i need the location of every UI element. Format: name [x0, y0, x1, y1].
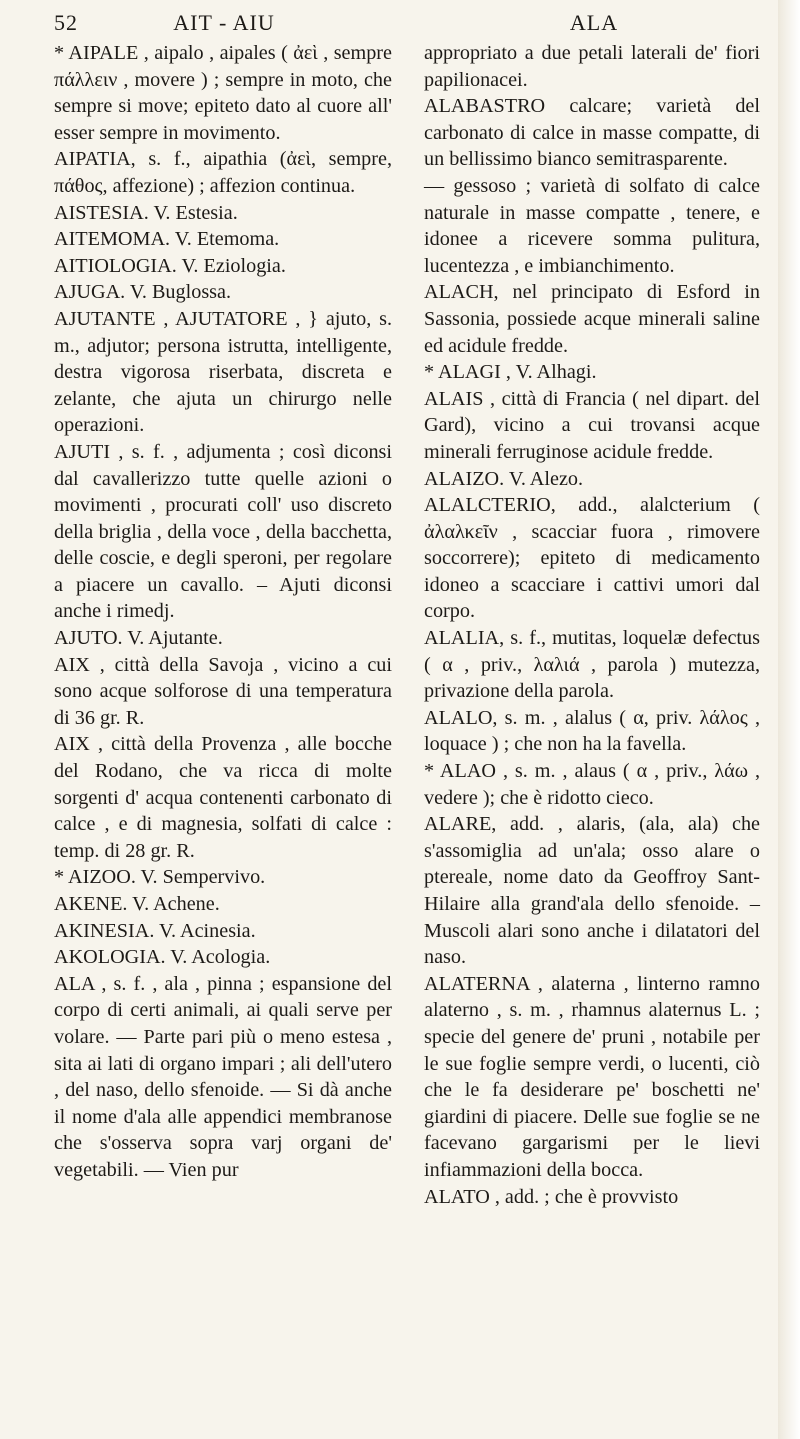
dictionary-entry: AJUTO. V. Ajutante. — [54, 627, 223, 650]
page-header — [54, 6, 778, 42]
right-column — [424, 40, 760, 1210]
dictionary-entry: AKINESIA. V. Acinesia. — [54, 919, 256, 942]
dictionary-entry: AISTESIA. V. Estesia. — [54, 201, 238, 224]
dictionary-entry: ALAIZO. V. Alezo. — [424, 467, 584, 490]
page-edge-shadow — [778, 0, 800, 1439]
dictionary-entry: AIX , città della Savoja , vicino a cui sono acque solforose di una temperatura di 36 gr. R. — [54, 653, 392, 729]
dictionary-entry: ALATO , add. ; che è provvisto — [424, 1185, 679, 1208]
page-number: 52 — [54, 10, 78, 35]
left-running-head: AIT - AIU — [173, 10, 275, 35]
dictionary-entry: ALALO, s. m. , alalus ( α, priv. λάλος , loquace ) ; che non ha la favella. — [424, 706, 760, 756]
dictionary-entry: ALAIS , città di Francia ( nel dipart. del Gard), vicino a cui trovansi acque minerali ferruginose acidule fredde. — [424, 387, 760, 463]
dictionary-entry: AKOLOGIA. V. Acologia. — [54, 946, 271, 969]
dictionary-entry: — gessoso ; varietà di solfato di calce naturale in masse compatte , tenere, e idonee a ricevere somma pulitura, lucentezza , e imbianchimento. — [424, 174, 760, 277]
dictionary-entry: appropriato a due petali laterali de' fiori papilionacei. — [424, 42, 760, 91]
dictionary-entry: * AIPALE , aipalo , aipales ( ἀεὶ , sempre πάλλειν , movere ) ; sempre in moto, che sempre si move; epiteto dato al cuore all' esser sempre in movimento. — [54, 42, 392, 144]
dictionary-entry: AJUGA. V. Buglossa. — [54, 281, 232, 304]
right-running-head: ALA — [569, 10, 619, 35]
left-column — [54, 40, 392, 1184]
dictionary-entry: AJUTANTE , AJUTATORE , } ajuto, s. m., adjutor; persona istrutta, intelligente, destra vigorosa riserbata, discreta e zelante, che ajuta un chirurgo nelle operazioni. — [54, 307, 392, 437]
dictionary-entry: AITEMOMA. V. Etemoma. — [54, 228, 280, 251]
dictionary-entry: AKENE. V. Achene. — [54, 893, 220, 915]
dictionary-entry: AJUTI , s. f. , adjumenta ; così diconsi dal cavallerizzo tutte quelle azioni o movimenti , procurati coll' uso discreto della briglia , della voce , della bacchetta, delle coscie, e degli speroni, per regolare a piacere un cavallo. – Ajuti diconsi anche i rimedj. — [54, 440, 392, 623]
dictionary-entry: * ALAGI , V. Alhagi. — [424, 361, 597, 384]
dictionary-entry: ALABASTRO calcare; varietà del carbonato di calce in masse compatte, di un bellissimo bianco semitrasparente. — [424, 95, 760, 171]
dictionary-entry: ALARE, add. , alaris, (ala, ala) che s'assomiglia ad un'ala; osso alare o pterealе, nome dato da Geoffroy Sant-Hilaire alla grand'ala dello sfenoide. – Muscoli alari sono anche i dilatatori del naso. — [424, 813, 760, 969]
dictionary-entry: AITIOLOGIA. V. Eziologia. — [54, 254, 286, 277]
dictionary-entry: * ALAO , s. m. , alaus ( α , priv., λάω , vedere ); che è ridotto cieco. — [424, 760, 760, 809]
dictionary-entry: ALATERNA , alaterna , linterno ramno alaterno , s. m. , rhamnus alaternus L. ; specie del genere de' pruni , notabile per le sue foglie sempre verdi, o lucenti, ciò che le fa desiderare pe' boschetti ne' giardini di piacere. Delle sue foglie se ne facevano gargarismi per le lievi infiammazioni della bocca. — [424, 972, 760, 1181]
dictionary-entry: AIX , città della Provenza , alle bocche del Rodano, che va ricca di molte sorgenti d' acqua contenenti carbonato di calce , e di magnesia, solfati di calce : temp. di 28 gr. R. — [54, 733, 392, 862]
dictionary-entry: ALACH, nel principato di Esford in Sassonia, possiede acque minerali saline ed acidule fredde. — [424, 281, 760, 357]
dictionary-entry: ALALIA, s. f., mutitas, loquelæ defectus ( α , priv., λαλιά , parola ) mutezza, privazione della parola. — [424, 627, 760, 703]
dictionary-entry: ALALCTERIO, add., alalcterium ( ἀλαλκεῖν , scacciar fuora , rimovere soccorrere); epiteto di medicamento idoneo a scacciare i cattivi umori dal corpo. — [424, 494, 760, 623]
dictionary-entry: * AIZOO. V. Sempervivo. — [54, 866, 266, 889]
dictionary-entry: ALA , s. f. , ala , pinna ; espansione del corpo di certi animali, ai quali serve per volare. — Parte pari più o meno estesa , sita ai lati di organo impari ; ali dell'utero , del naso, dello sfenoide. — Si dà anche il nome d'ala alle appendici membranose che s'osserva sopra varj organi de' vegetabili. — Vien pur — [54, 972, 392, 1181]
dictionary-entry: AIPATIA, s. f., aipathia (ἀεὶ, sempre, πάθος, affezione) ; affezion continua. — [54, 148, 392, 197]
